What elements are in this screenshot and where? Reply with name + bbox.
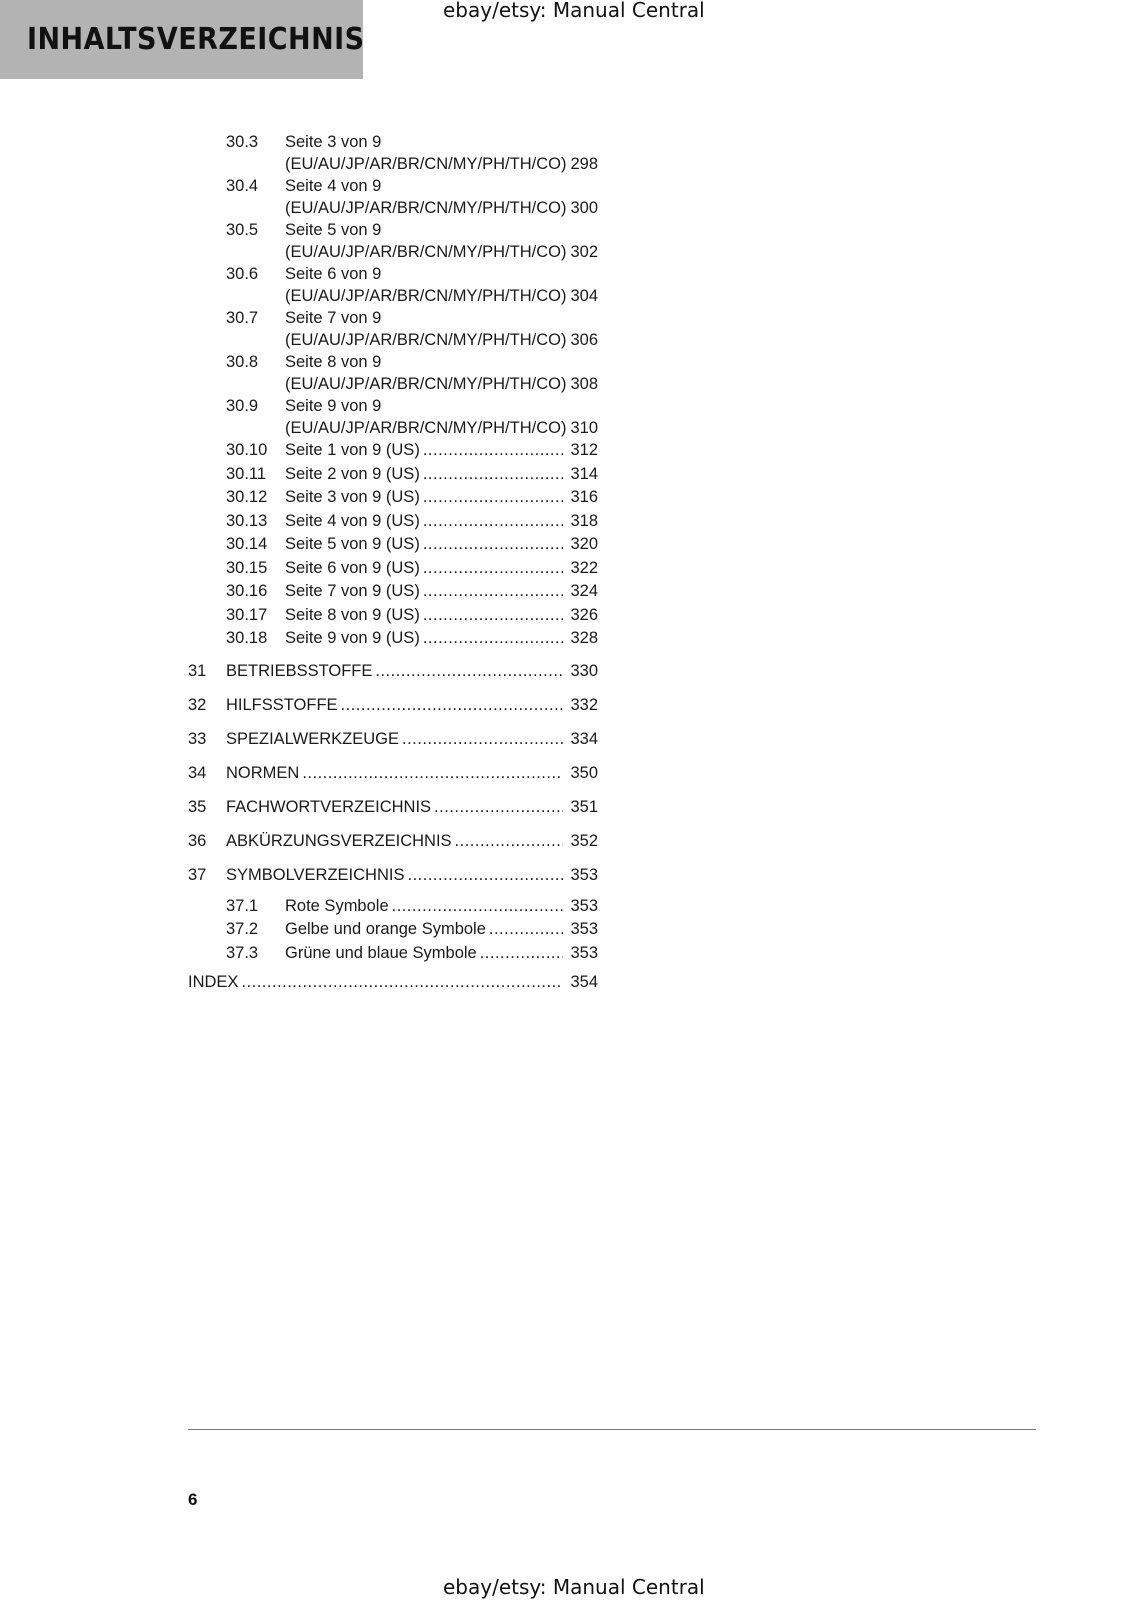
toc-entry-subtitle: (EU/AU/JP/AR/BR/CN/MY/PH/TH/CO) — [285, 419, 567, 437]
toc-entry[interactable] — [188, 307, 598, 351]
toc-entry-title: Seite 7 von 9 — [285, 309, 382, 327]
toc-entry-page: 304 — [570, 287, 598, 305]
toc-entry-page: 320 — [570, 535, 598, 553]
leader-dots — [434, 790, 563, 824]
toc-chapter-page: 352 — [570, 831, 598, 850]
toc-entry-number: 30.8 — [226, 353, 259, 371]
toc-entry-number: 30.18 — [226, 629, 268, 647]
leader-dots — [480, 942, 563, 966]
toc-entry[interactable] — [188, 486, 598, 510]
leader-dots — [423, 604, 563, 628]
leader-dots — [423, 580, 563, 604]
header-band — [0, 0, 363, 79]
toc-chapter-page: 351 — [570, 797, 598, 816]
toc-chapter-title: SYMBOLVERZEICHNIS — [226, 865, 405, 884]
toc-entry-page: 308 — [570, 375, 598, 393]
toc-entry-subtitle: (EU/AU/JP/AR/BR/CN/MY/PH/TH/CO) — [285, 199, 567, 217]
toc-entry-number: 37.3 — [226, 943, 259, 962]
toc-entry-number: 30.10 — [226, 441, 268, 459]
toc-entry-page: 328 — [570, 629, 598, 647]
toc-entry-title: Seite 7 von 9 (US) — [285, 582, 420, 600]
toc-entry-title: Gelbe und orange Symbole — [285, 920, 486, 938]
toc-entry-page: 314 — [570, 464, 598, 483]
leader-dots — [423, 486, 563, 510]
toc-entry-title: Seite 4 von 9 (US) — [285, 511, 420, 530]
leader-dots — [489, 918, 563, 942]
toc-entry[interactable] — [188, 351, 598, 395]
toc-entry-title: Seite 4 von 9 — [285, 177, 382, 195]
toc-entry[interactable] — [188, 580, 598, 604]
leader-dots — [392, 895, 563, 919]
toc-chapter-number: 37 — [188, 865, 207, 884]
toc-chapter-number: 32 — [188, 695, 207, 714]
toc-chapter-title: NORMEN — [226, 763, 300, 782]
toc-entry-page: 302 — [570, 243, 598, 261]
toc-entry-title: Seite 9 von 9 (US) — [285, 629, 420, 647]
toc-entry-title: Seite 5 von 9 — [285, 221, 382, 239]
toc-entry-number: 30.3 — [226, 133, 259, 151]
page-number: 6 — [188, 1490, 198, 1509]
toc-entry-title: Seite 6 von 9 — [285, 265, 382, 283]
toc-entry-number: 30.9 — [226, 397, 259, 415]
toc-entry-title: Seite 6 von 9 (US) — [285, 558, 420, 577]
toc-entry-page: 324 — [570, 582, 598, 600]
toc-chapter[interactable] — [188, 654, 598, 688]
toc-chapter[interactable] — [188, 858, 598, 892]
toc-entry-page: 316 — [570, 488, 598, 506]
toc-entry[interactable] — [188, 895, 598, 919]
toc-chapter[interactable] — [188, 790, 598, 824]
leader-dots — [423, 557, 563, 581]
toc-entry-title: Seite 8 von 9 — [285, 353, 382, 371]
toc-entry-title: Seite 3 von 9 — [285, 133, 382, 151]
leader-dots — [423, 510, 563, 534]
watermark-bottom: ebay/etsy: Manual Central — [443, 1575, 705, 1599]
toc-entry-number: 37.2 — [226, 920, 259, 938]
leader-dots — [423, 439, 563, 463]
watermark-top: ebay/etsy: Manual Central — [443, 0, 705, 22]
toc-entry-number: 30.15 — [226, 558, 268, 577]
toc-entry[interactable] — [188, 263, 598, 307]
leader-dots — [423, 533, 563, 557]
toc-chapter-page: 350 — [570, 763, 598, 782]
toc-chapter-title: BETRIEBSSTOFFE — [226, 661, 373, 680]
toc-index-title: INDEX — [188, 973, 239, 991]
leader-dots — [407, 858, 563, 892]
toc-chapter-title: FACHWORTVERZEICHNIS — [226, 797, 432, 816]
section-title: INHALTSVERZEICHNIS — [27, 22, 365, 57]
toc-chapter-page: 353 — [570, 865, 598, 884]
toc-chapter-page: 334 — [570, 729, 598, 748]
toc-entry-subtitle: (EU/AU/JP/AR/BR/CN/MY/PH/TH/CO) — [285, 331, 567, 349]
table-of-contents — [188, 131, 598, 999]
toc-entry-number: 30.14 — [226, 535, 268, 553]
toc-entry-page: 353 — [570, 920, 598, 938]
toc-entry-title: Seite 9 von 9 — [285, 397, 382, 415]
toc-chapter-number: 36 — [188, 831, 207, 850]
leader-dots — [423, 627, 563, 651]
toc-entry-number: 30.12 — [226, 488, 268, 506]
toc-index-page: 354 — [570, 973, 598, 991]
toc-chapter-number: 31 — [188, 661, 207, 680]
toc-entry-number: 30.5 — [226, 221, 259, 239]
toc-chapter-title: HILFSSTOFFE — [226, 695, 338, 714]
toc-entry-subtitle: (EU/AU/JP/AR/BR/CN/MY/PH/TH/CO) — [285, 155, 567, 173]
toc-entry-title: Grüne und blaue Symbole — [285, 943, 477, 962]
toc-chapter-number: 35 — [188, 797, 207, 816]
toc-entry-title: Seite 8 von 9 (US) — [285, 605, 420, 624]
toc-entry-title: Seite 2 von 9 (US) — [285, 464, 420, 483]
toc-entry-subtitle: (EU/AU/JP/AR/BR/CN/MY/PH/TH/CO) — [285, 287, 567, 305]
toc-entry[interactable] — [188, 175, 598, 219]
toc-entry[interactable] — [188, 627, 598, 651]
toc-entry-page: 318 — [570, 511, 598, 530]
toc-entry-subtitle: (EU/AU/JP/AR/BR/CN/MY/PH/TH/CO) — [285, 243, 567, 261]
toc-chapter-page: 332 — [570, 695, 598, 714]
toc-chapter[interactable] — [188, 688, 598, 722]
toc-chapter[interactable] — [188, 756, 598, 790]
toc-entry-number: 30.16 — [226, 582, 268, 600]
toc-chapter-number: 33 — [188, 729, 207, 748]
toc-chapter[interactable] — [188, 824, 598, 858]
toc-entry-page: 322 — [570, 558, 598, 577]
toc-entry-number: 30.11 — [226, 464, 267, 483]
leader-dots — [375, 654, 563, 688]
toc-entry-number: 30.13 — [226, 511, 268, 530]
toc-entry-page: 310 — [570, 419, 598, 437]
toc-entry-page: 298 — [570, 155, 598, 173]
toc-entry-title: Seite 5 von 9 (US) — [285, 535, 420, 553]
toc-entry-page: 306 — [570, 331, 598, 349]
toc-entry-page: 353 — [570, 896, 598, 915]
toc-entry[interactable] — [188, 942, 598, 966]
toc-entry-title: Seite 3 von 9 (US) — [285, 488, 420, 506]
toc-entry[interactable] — [188, 463, 598, 487]
toc-entry[interactable] — [188, 395, 598, 439]
toc-entry[interactable] — [188, 439, 598, 463]
toc-entry[interactable] — [188, 131, 598, 175]
leader-dots — [302, 756, 563, 790]
leader-dots — [402, 722, 563, 756]
toc-entry-page: 326 — [570, 605, 598, 624]
leader-dots — [341, 688, 563, 722]
toc-entry[interactable] — [188, 533, 598, 557]
toc-entry[interactable] — [188, 604, 598, 628]
toc-entry-subtitle: (EU/AU/JP/AR/BR/CN/MY/PH/TH/CO) — [285, 375, 567, 393]
toc-entry-number: 30.4 — [226, 177, 259, 195]
toc-entry-page: 353 — [570, 943, 598, 962]
toc-entry-number: 30.6 — [226, 265, 259, 283]
footer-divider — [188, 1429, 1036, 1430]
toc-entry[interactable] — [188, 557, 598, 581]
toc-entry-number: 30.7 — [226, 309, 259, 327]
toc-entry-title: Seite 1 von 9 (US) — [285, 441, 420, 459]
toc-entry-page: 312 — [570, 441, 598, 459]
leader-dots — [241, 965, 563, 999]
toc-index[interactable] — [188, 965, 598, 999]
toc-chapter-title: SPEZIALWERKZEUGE — [226, 729, 399, 748]
toc-entry-page: 300 — [570, 199, 598, 217]
leader-dots — [423, 463, 563, 487]
toc-entry-number: 37.1 — [226, 896, 259, 915]
toc-entry[interactable] — [188, 219, 598, 263]
toc-chapter-number: 34 — [188, 763, 207, 782]
toc-chapter-title: ABKÜRZUNGSVERZEICHNIS — [226, 831, 452, 850]
leader-dots — [455, 824, 563, 858]
toc-entry[interactable] — [188, 918, 598, 942]
toc-entry-number: 30.17 — [226, 605, 268, 624]
toc-entry[interactable] — [188, 510, 598, 534]
toc-chapter-page: 330 — [570, 661, 598, 680]
toc-entry-title: Rote Symbole — [285, 896, 389, 915]
toc-chapter[interactable] — [188, 722, 598, 756]
